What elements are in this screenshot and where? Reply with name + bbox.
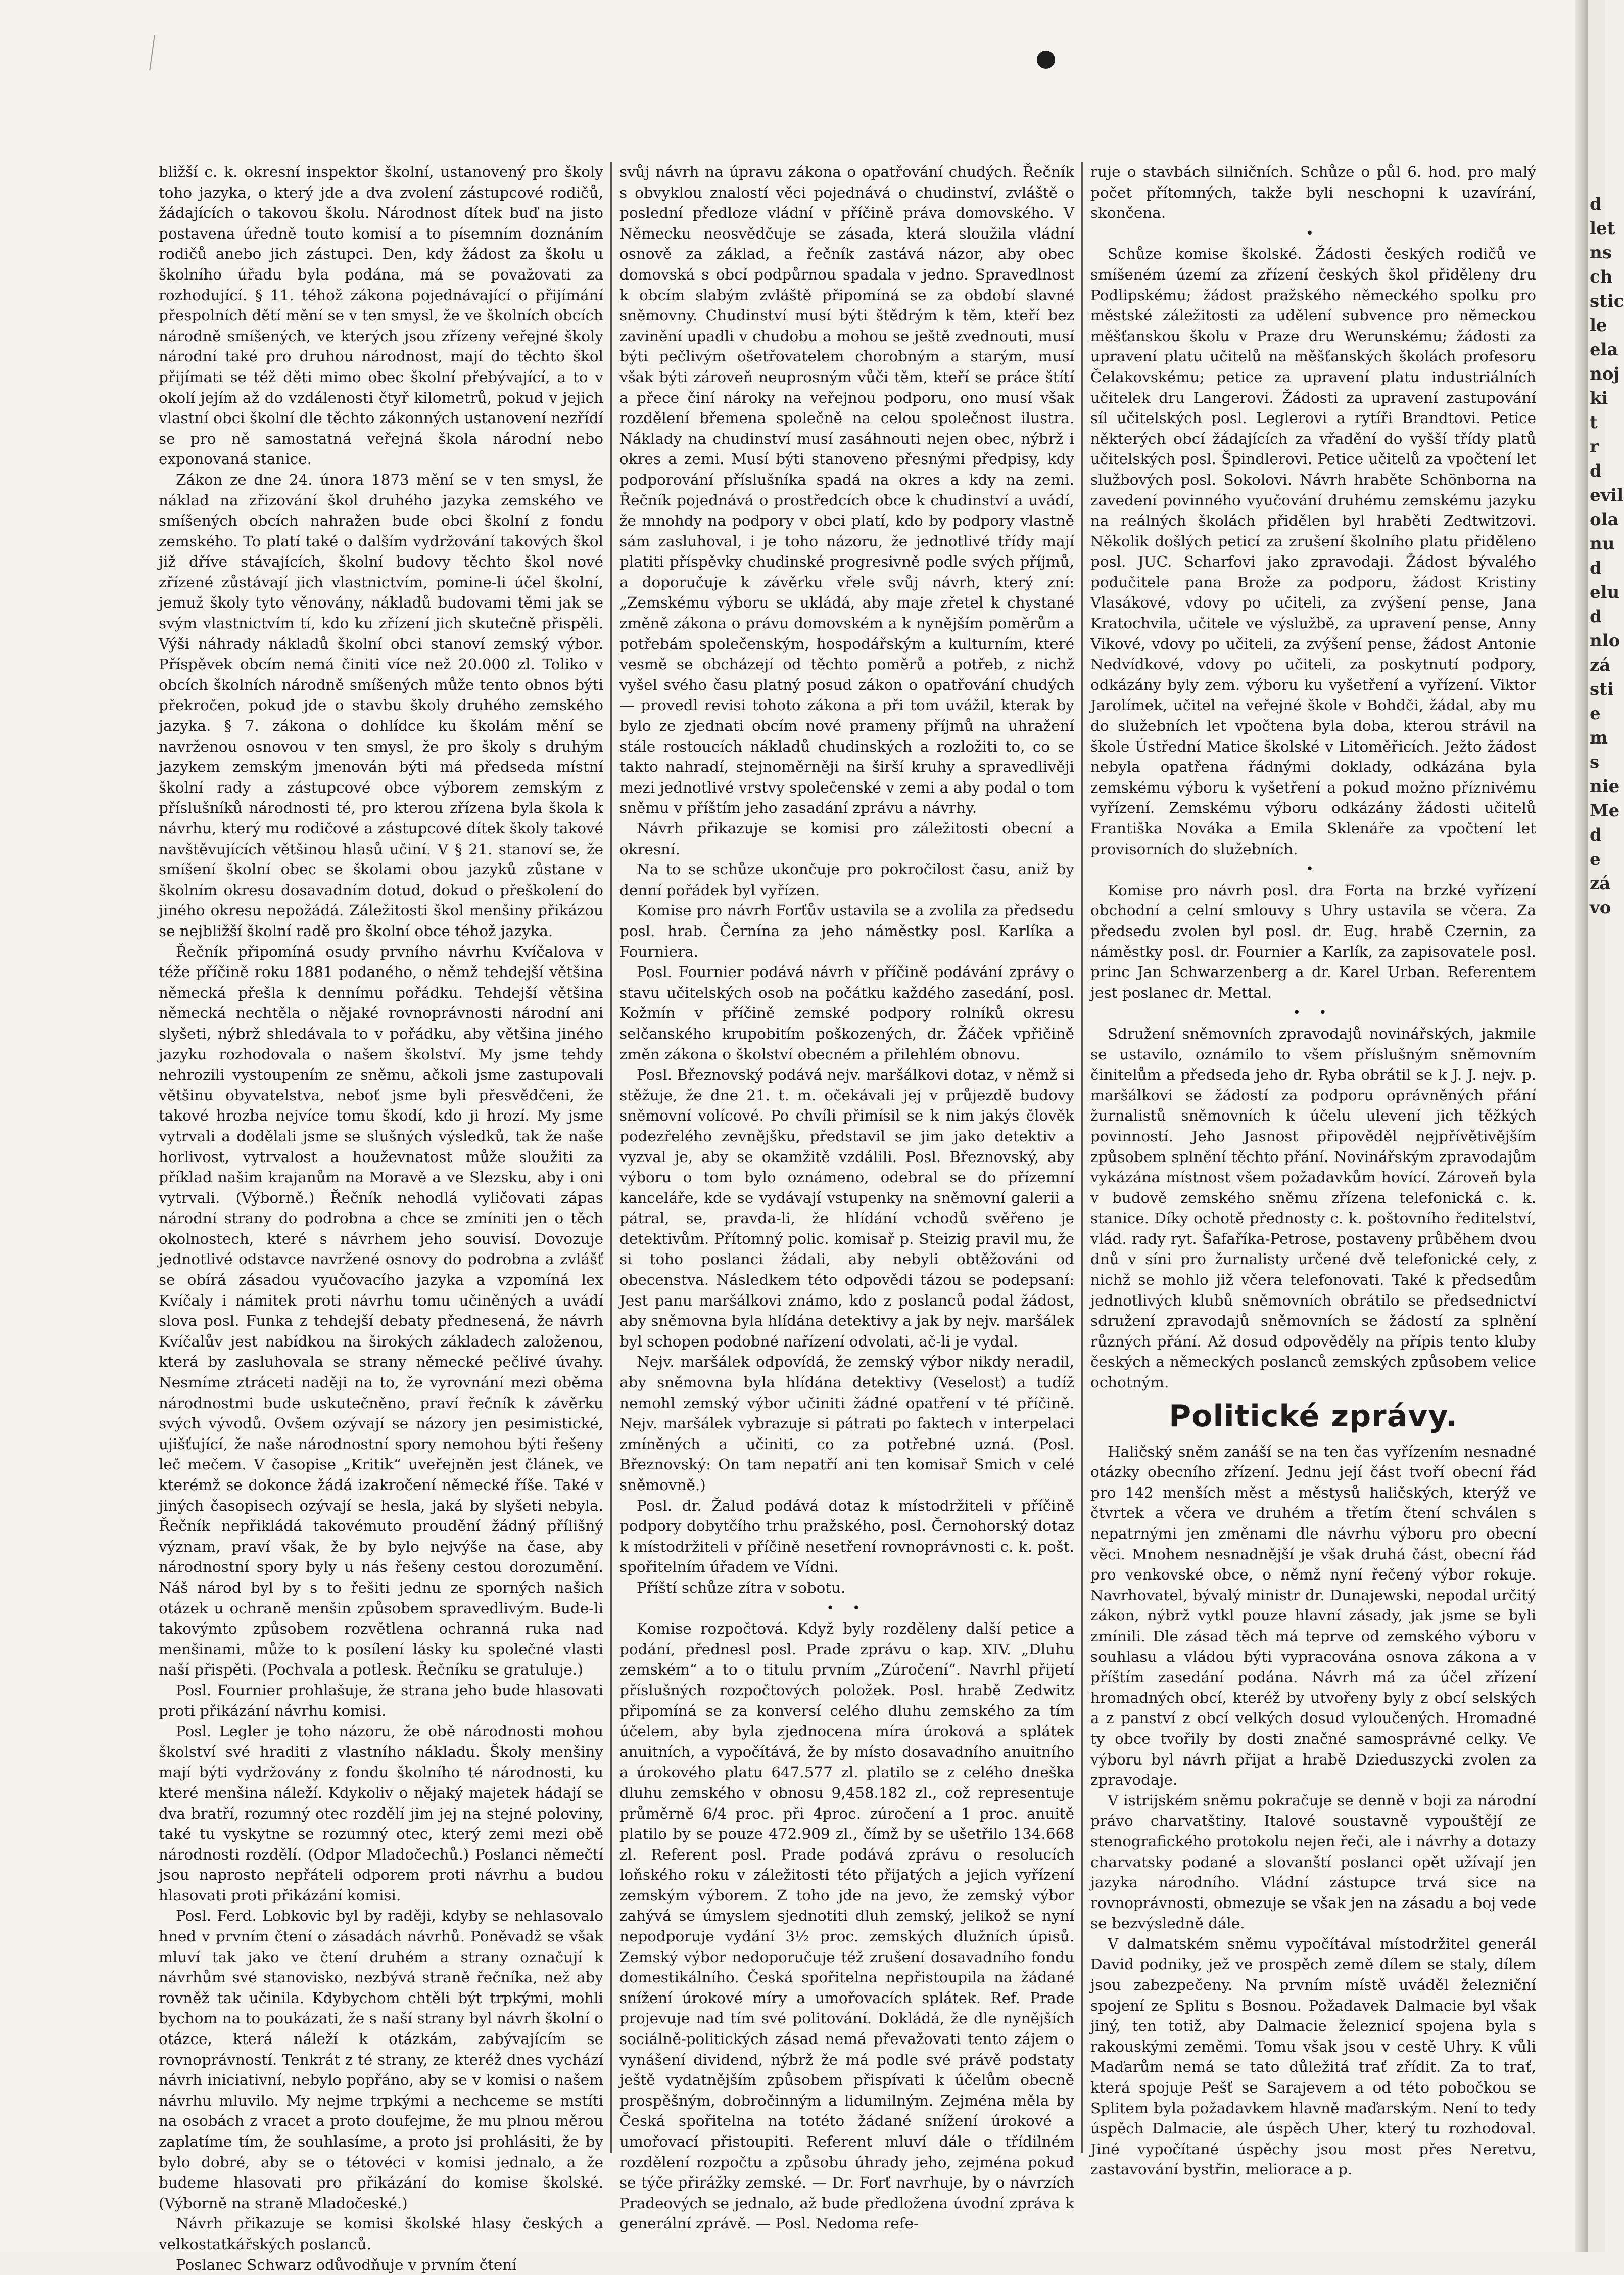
paragraph: Sdružení sněmovních zpravodajů novinářských, jakmile se ustavilo, oznámilo to všem příslušným sněmovním činitelům a předseda jeho dr. Ryba obrátil se k J. J. nejv. p. maršálkovi se žádostí za podporu oprávněných přání žurnalistů sněmovních k účelu ulevení jich těžkých povinností. Jeho Jasnost připověděl nejpřívětivějším způsobem splnění těchto přání. Novinářským zpravodajům vykázána místnost všem požadavkům hovící. Zároveň byla v budově zemského sněmu zřízena telefonická c. k. stanice. Díky ochotě přednosty c. k. poštovního ředitelství, vlád. rady ryt. Šafaříka-Petrose, postaveny průběhem dvou dnů v síni pro žurnalisty určené dvě telefonické cely, z nichž se mohlo již včera telefonovati. Také k předsedům jednotlivých klubů sněmovních obrátilo se předsednictví sdružení zpravodajů sněmovních se žádostí za splnění různých přání. Až dosud odpověděly na přípis tento kluby českých a německých poslanců zemských způsobem velice ochotným. <box>1090 1025 1536 1391</box>
paragraph: Komise rozpočtová. Když byly rozděleny další petice a podání, přednesl posl. Prade zprávu o kap. XIV. „Dluhu zemském“ a to o titulu prvním „Zúročení“. Navrhl přijetí příslušných rozpočtových položek. Posl. hrabě Zedwitz připomíná se za konversí celého dluhu zemského za tím účelem, aby byla zjednocena míra úroková a splátek anuitních, a vypočítává, že by místo dosavadního anuitního a úrokového platu 647.577 zl. platilo se z celého dneška dluhu zemského v obnosu 9,458.182 zl., což representuje průměrně 6/4 proc. při 4proc. zúročení a 1 proc. anuitě platilo by se pouze 472.909 zl., čímž by se ušetřilo 134.668 zl. Referent posl. Prade podává zprávu o resolucích loňského roku v záležitosti této přijatých a jejich vyřízení zemským výborem. Z toho jde na jevo, že zemský výbor zahývá se úmyslem sjednotiti dluh zemský, jelikož se nyní nepodporuje vydání 3½ proc. zemských dlužních úpisů. Zemský výbor nedoporučuje též zrušení dosavadního fondu domestikálního. Česká spořitelna nepřistoupila na žádané snížení úrokové míry a umořovacích splátek. Ref. Prade projevuje nad tím své politování. Dokládá, že dle nynějších sociálně-politických zásad nemá převažovati tento zájem o vynášení dividend, nýbrž že má podle své právě podstaty ještě vydatnějším způsobem přispívati k účelům obecně prospěšným, dobročinným a lidumilným. Zejména měla by Česká spořitelna na totéto žádané snížení úrokové a umořovací přistoupiti. Referent mluví dále o třídilném rozdělení rozpočtu a způsobu úhrady jeho, zejména pokud se týče přirážky zemské. — Dr. Forť navrhuje, by o návrzích Pradeových se jednalo, až bude předložena úvodní zpráva k generální zprávě. — Posl. Nedoma refe- <box>619 1620 1074 2233</box>
paragraph: V istrijském sněmu pokračuje se denně v boji za národní právo charvatštiny. Italové soustavně vypouštějí ze stenografického protokolu nejen řeči, ale i návrhy a dotazy charvatsky podané a slovanští poslanci opět užívají jen jazyka národního. Vládní zástupce trvá sice na rovnoprávnosti, obmezuje se však jen na zásadu a boj vede se bezvýsledně dále. <box>1090 1791 1536 1932</box>
section-separator: • <box>1306 225 1321 241</box>
margin-mark <box>149 35 158 71</box>
column-rule-2 <box>1081 162 1083 2153</box>
column-2 <box>619 162 1074 2233</box>
section-separator: • • <box>1293 1005 1334 1021</box>
paragraph: Posl. Fournier prohlašuje, že strana jeho bude hlasovati proti přikázání návrhu komisi. <box>159 1681 603 1720</box>
paragraph: Poslanec Schwarz odůvodňuje v prvním čtení <box>176 2256 517 2273</box>
section-separator: • • <box>826 1600 868 1616</box>
paragraph: Nejv. maršálek odpovídá, že zemský výbor nikdy neradil, aby sněmovna byla hlídána detektivy (Veselost) a tudíž nemohl zemský výbor učiniti žádné opatření v té příčině. Nejv. maršálek vybrazuje si pátrati po faktech v interpelaci zmíněných a učiniti, co za potřebné uzná. (Posl. Březnovský: On tam nepatří ani ten komisař Smich v celé sněmovně.) <box>619 1353 1074 1494</box>
paragraph: bližší c. k. okresní inspektor školní, ustanovený pro školy toho jazyka, o který jde a dva zvolení zástupcové rodičů, žádajících o takovou školu. Národnost dítek buď na jisto postavena úředně touto komisí a to písemním doznáním rodičů anebo jich zástupci. Den, kdy žádost za školu u školního úřadu byla podána, má se považovati za rozhodující. § 11. téhož zákona pojednávající o přijímání přespolních dětí mění se v ten smysl, že ve školních obcích národně smíšených, ve kterých jsou zřízeny veřejné školy národní také pro druhou národnost, mají do těchto škol přijímati se též děti mimo obec školní přebývající, a to v okolí jejím až do vzdálenosti čtyř kilometrů, pokud v jejich vlastní obci školní dle těchto zákonných ustanovení nezřídí se pro ně samostatná veřejná škola národní nebo exponovaná stanice. <box>159 163 603 468</box>
page-fold <box>1575 0 1588 2252</box>
paragraph: Zákon ze dne 24. února 1873 mění se v ten smysl, že náklad na zřizování škol druhého jazyka zemského ve smíšených obcích nahražen bude obci školní z fondu zemského. To platí také o dalším vydržování takových škol již dříve stávajících, školní budovy těchto škol nové zřízené zůstávají jich vlastnictvím, pomine-li účel školní, jemuž školy tyto věnovány, nákladů budovami těmi jak se svým vlastnictvím tí, kdo ku zřízení jich skutečně přispěli. Výši náhrady nákladů školní obci stanoví zemský výbor. Příspěvek obcím nemá činiti více než 20.000 zl. Toliko v obcích školních národně smíšených může tento obnos býti překročen, pokud jde o stavbu školy druhého zemského jazyka. § 7. zákona o dohlídce ku školám mění se navrženou osnovou v ten smysl, že pro školy s druhým jazykem zemským jmenován býti má předseda místní školní rady a zástupcové obce výborem zemským z příslušníků národnosti té, pro kterou zřízena byla škola k návrhu, který mu rodičové a zástupcové dítek školy takové navštěvujících většinou hlasů učiní. V § 21. stanoví se, že smíšení školní obec se školami obou jazyků zůstane v školním okresu dosavadním dotud, dokud o přeškolení do jiného okresu nepožádá. Záležitosti škol menšiny přikázou se nejbližší školní radě pro školní obce téhož jazyka. <box>159 471 603 940</box>
paragraph: Návrh přikazuje se komisi školské hlasy českých a velkostatkářských poslanců. <box>159 2215 603 2253</box>
paragraph: Na to se schůze ukončuje pro pokročilost času, aniž by denní pořádek byl vyřízen. <box>619 861 1074 899</box>
paragraph: ruje o stavbách silničních. Schůze o půl 6. hod. pro malý počet přítomných, takže byli neschopni k uzavírání, skončena. <box>1090 163 1536 222</box>
column-3 <box>1090 162 1536 2178</box>
paragraph: Posl. Ferd. Lobkovic byl by raději, kdyby se nehlasovalo hned v prvním čtení o zásadách návrhů. Poněvadž se však mluví tak jako ve čtení druhém a strany označují k návrhům své stanovisko, nezbývá straně řečníka, než aby rovněž tak učinila. Kdybychom chtěli být trpkými, mohli bychom na to poukázati, že s naší strany byl návrh školní o otázce, která náleží k otázkám, zabývajícím se rovnoprávností. Tenkrát z té strany, ze kteréž dnes vychází návrh iniciativní, nebylo popřáno, aby se v komisi o našem návrhu mluvilo. My nejme trpkými a nechceme se mstíti na osobách z vracet a proto doufejme, že mu plnou měrou zaplatíme tím, že souhlasíme, a proto jsi prohlásiti, že by bylo dobré, aby se o tétovéci v komisi jednalo, a že budeme hlasovati pro přikázání do komise školské. (Výborně na straně Mladočeské.) <box>159 1907 603 2212</box>
paragraph: Návrh přikazuje se komisi pro záležitosti obecní a okresní. <box>619 820 1074 858</box>
next-page-fragment: d let ns ch stic le ela noj ki t r d evil ola nu d elu d nlo zá sti e m s nie Me d e zá vo <box>1590 194 1624 918</box>
paragraph: Schůze komise školské. Žádosti českých rodičů ve smíšeném území za zřízení českých škol přiděleny dru Podlipskému; žádost pražského německého spolku pro městské záležitosti za udělení subvence pro německou měšťanskou školu v Praze dru Werunskému; žádosti za upravení platu učitelů na měšťanských školách profesoru Čelakovskému; petice za upravení platu industriálních učitelek dru Langerovi. Žádosti za upravení zastupování síl učitelských posl. Leglerovi a rytíři Brandtovi. Petice některých obcí žádajících za vřadění do vyšší třídy platů učitelských posl. Špindlerovi. Petice učitelů za vpočtení let službových posl. Sokolovi. Návrh hraběte Schönborna na zavedení povinného vyučování druhému zemskému jazyku na reálných školách přidělen byl hraběti Zedtwitzovi. Několik došlých peticí za zrušení školního platu přiděleno posl. JUC. Scharfovi jako zpravodaji. Žádost bývalého podučitele pana Brože za podporu, žádost Kristiny Vlasákové, vdovy po učiteli, za zvýšení pense, Jana Kratochvila, učitele ve výslužbě, za upravení pense, Anny Vikové, vdovy po učiteli, za zvýšení pense, žádost Antonie Nedvídkové, vdovy po učiteli, za poskytnutí podpory, odkázány byly zem. výboru ku vyšetření a vyřízení. Viktor Jarolímek, učitel na veřejné škole v Bohdči, žádal, aby mu do služebních let vpočtena byla doba, kterou strávil na škole Ústřední Matice školské v Litoměřicích. Ježto žádost nebyla opatřena řádnými doklady, odkázána byla zemskému výboru k vyšetření a pokud možno příznivému vyřízení. Zemskému výboru odkázány žádosti učitelů Františka Nováka a Emila Sklenáře za vpočtení let provisorních do služebních. <box>1090 245 1536 858</box>
paragraph: Komise pro návrh Forťův ustavila se a zvolila za předsedu posl. hrab. Černína za jeho náměstky posl. Karlíka a Fourniera. <box>619 902 1074 960</box>
paragraph: V dalmatském sněmu vypočítával místodržitel generál David podniky, jež ve prospěch země dílem se staly, dílem jsou zabezpečeny. Na prvním místě uváděl železniční spojení ze Splitu s Bosnou. Požadavek Dalmacie byl však jiný, ten totiž, aby Dalmacie železnicí spojena byla s rakouskými zeměmi. Tomu však jsou v cestě Uhry. K vůli Maďarům nemá se tato důležitá trať zřídit. Za to trať, která spojuje Pešť se Sarajevem a od této pobočkou se Splitem byla požadavkem hlavně maďarským. Není to tedy úspěch Dalmacie, ale úspěch Uher, který tu rozhodoval. Jiné vypočítané úspěchy jsou most přes Neretvu, zastavování bystřin, meliorace a p. <box>1090 1935 1536 2178</box>
paragraph: Řečník připomíná osudy prvního návrhu Kvíčalova v téže příčině roku 1881 podaného, o němž tehdejší většina německá přešla k dennímu pořádku. Tehdejší většina německá nechtěla o nějaké rovnoprávnosti národní ani slyšeti, nýbrž shledávala to v pořádku, aby většina jiného jazyku rozhodovala o našem školství. My jsme tehdy nehrozili vystoupením ze sněmu, ačkoli jsme zastupovali většinu obyvatelstva, neboť jsme byli přesvědčeni, že takové hrozba nejvíce tomu škodí, kdo ji hrozí. My jsme vytrvali a dodělali jsme se slušných výsledků, tak že naše horlivost, vytrvalost a houževnatost může sloužiti za příklad našim krajanům na Moravě a ve Slezsku, aby i oni vytrvali. (Výborně.) Řečník nehodlá vyličovati zápas národní strany do podrobna a chce se zmíniti jen o těch okolnostech, které s návrhem jeho souvisí. Dovozuje jednotlivé odstavce navržené osnovy do podrobna a zvlášť se obírá zásadou vyučovacího jazyka a vzpomíná lex Kvíčaly i námitek proti návrhu tomu učiněných a uvádí slova posl. Funka z tehdejší debaty přednesená, že návrh Kvíčalův jest nabídkou na širokých základech založenou, která by zasluhovala se strany německé pečlivé úvahy. Nesmíme ztráceti naději na to, že vyrovnání mezi oběma národnostmi bude uskutečněno, praví řečník k závěrku svých vývodů. Ovšem ozývají se názory jen pesimistické, ujišťující, že naše národnostní spory nemohou býti řešeny leč mečem. V časopise „Kritik“ uveřejněn jest článek, ve kterémž se dokonce žádá izakročení německé říše. Také v jiných časopisech ozývají se hesla, jaká by slyšeti nebyla. Řečník nepřikládá takovémuto proudění žádný přílišný význam, praví však, že by bylo nejvýše na čase, aby národnostní spory byly u nás řešeny cestou dorozumění. Náš národ byl by s to řešiti jednu ze sporných našich otázek u ochraně menšin způsobem spravedlivým. Bude-li takovýmto způsobem rozvětlena ochranná ruka nad menšinami, může to k posílení lásky ku společné vlasti naší přispěti. (Pochvala a potlesk. Řečníku se gratuluje.) <box>159 943 603 1679</box>
paragraph: Haličský sněm zanáší se na ten čas vyřízením nesnadné otázky obecního zřízení. Jednu její část tvoří obecní řád pro 142 menších měst a městysů haličských, kterýž ve čtvrtek a včera ve druhém a třetím čtení schválen s nepatrnými jen změnami dle návrhu výboru pro obecní věci. Mnohem nesnadnější je však druhá část, obecní řád pro venkovské obce, o němž nyní řečený výbor rokuje. Navrhovatel, bývalý ministr dr. Dunajewski, nepodal určitý zákon, nýbrž vytkl pouze hlavní zásady, jak jsme se byli zmínili. Dle zásad těch má teprve od zemského výboru v souhlasu a vládou býti vypracována osnova zákona a v příštím zasedání podána. Návrh má za účel zřízení hromadných obcí, kteréž by utvořeny byly z obcí selských a z panství z obcí velkých dosud vyloučených. Hromadné ty obce tvořily by dosti značné samosprávné celky. Ve výboru byl návrh přijat a hrabě Dzieduszycki zvolen za zpravodaje. <box>1090 1443 1536 1789</box>
paragraph: Komise pro návrh posl. dra Forta na brzké vyřízení obchodní a celní smlouvy s Uhry ustavila se včera. Za předsedu zvolen byl posl. dr. Eug. hrabě Czernin, za náměstky posl. dr. Fournier a Karlík, za zapisovatele posl. princ Jan Schwarzenberg a dr. Karel Urban. Referentem jest poslanec dr. Mettal. <box>1090 881 1536 1001</box>
section-heading: Politické zprávy. <box>1169 1398 1458 1434</box>
paragraph: Posl. Fournier podává návrh v příčině podávání zprávy o stavu učitelských osob na počátku každého zasedání, posl. Kožmín v příčině zemské podpory rolníků okresu selčanského krupobitím poškozených, dr. Žáček vpřičině změn zákona o školství obecném a přilehlém obnovu. <box>619 963 1074 1063</box>
paragraph: Posl. dr. Žalud podává dotaz k místodržiteli v příčině podpory dobytčího trhu pražského, posl. Černohorský dotaz k místodržiteli v příčině nesetření rovnoprávnosti c. k. pošt. spořitelním úřadem ve Vídni. <box>619 1497 1074 1576</box>
section-separator: • <box>1306 862 1321 877</box>
paragraph: Posl. Legler je toho názoru, že obě národnosti mohou školství své hraditi z vlastního nákladu. Školy menšiny mají býti vydržovány z fondu školního té národnosti, ku které menšina náleží. Kdykoliv o nějaký majetek hádají se dva bratří, rozumný otec rozdělí jim jej na stejné poloviny, také tu vyskytne se rozumný otec, který zemi mezi obě národnosti rozdělí. (Odpor Mladočechů.) Poslanci němečtí jsou naprosto nepřáteli odporem proti návrhu a budou hlasovati proti přikázání komisi. <box>159 1723 603 1904</box>
column-1 <box>159 162 603 2273</box>
binding-hole <box>1037 51 1055 69</box>
paragraph: svůj návrh na úpravu zákona o opatřování chudých. Řečník s obvyklou znalostí věci pojednává o chudinství, zvláště o poslední předloze vládní v příčině práva domovského. V Německu neosvědčuje se zásada, která sloužila vládní osnově za základ, a řečník zastává názor, aby obec domovská s obcí podpůrnou spadala v jedno. Spravedlnost k obcím slabým zvláště připomíná se za období slavné sněmovny. Chudinství musí býti štědrým k těm, kteří bez zavinění upadli v chudobu a mohou se ještě zvednouti, musí býti pečlivým ošetřovatelem chorobným a starým, musí však býti zároveň neuprosným vůči těm, kteří se práce štítí a přece činí nároky na veřejnou podporu, ono musí však rozdělení břemena společně na celou společnost ilustra. Náklady na chudinství musí zasáhnouti nejen obec, nýbrž i okres a zemi. Musí býti stanoveno přesnými předpisy, kdy podporování příslušníka spadá na okres a kdy na zemi. Řečník pojednává o prostředcích obce k chudinství a uvádí, že mnohdy na podpory v obci platí, kdo by podpory vlastně sám zasluhoval, i je toho názoru, že jednotlivé třídy mají platiti příspěvky chudinské progresivně podle svých příjmů, a doporučuje k závěrku vřele svůj návrh, který zní: „Zemskému výboru se ukládá, aby maje zřetel k chystané změně zákona o právu domovském a k nynějším poměrům a potřebám společenským, hospodářským a kulturním, které vesmě se obcházejí od těchto poměrů a potřeb, z nichž vyšel svého času platný posud zákon o opatřování chudých — provedl revisi tohoto zákona a při tom uvážil, kterak by bylo ze zjednati obcím nové prameny příjmů na uhražení stále rostoucích nákladů chudinských a rozložiti to, co se takto nahradí, stejnoměrněji na širší kruhy a spravedlivěji mezi jednotlivé vrstvy společenské v zemi a aby podal o tom sněmu v příštím jeho zasadání zprávu a návrhy. <box>619 163 1074 817</box>
paragraph: Posl. Březnovský podává nejv. maršálkovi dotaz, v němž si stěžuje, že dne 21. t. m. očekávali jej v průjezdě budovy sněmovní volícové. Po chvíli přimísil se k nim jakýs člověk podezřelého zevnějšku, představil se jim jako detektiv a vyzval je, aby se okamžitě vzdálili. Posl. Březnovský, aby výboru o tom bylo oznámeno, odebral se do přízemní kanceláře, kde se vydávají vstupenky na sněmovní galerii a pátral, se, pravda-li, že hlídání vchodů svěřeno je detektivům. Přítomný polic. komisař p. Steizig pravil mu, že si toho poslanci žádali, aby nebyli obtěžováni od obecenstva. Následkem této odpovědi tázou se podepsaní: Jest panu maršálkovi známo, kdo z poslanců podal žádost, aby sněmovna byla hlídána detektivy a jak by nejv. maršálek byl schopen podobné nařízení odvolati, ač-li je vydal. <box>619 1066 1074 1350</box>
next-page-edge <box>1588 0 1624 2252</box>
paragraph: Příští schůze zítra v sobotu. <box>637 1578 846 1596</box>
column-rule-1 <box>610 162 612 2153</box>
